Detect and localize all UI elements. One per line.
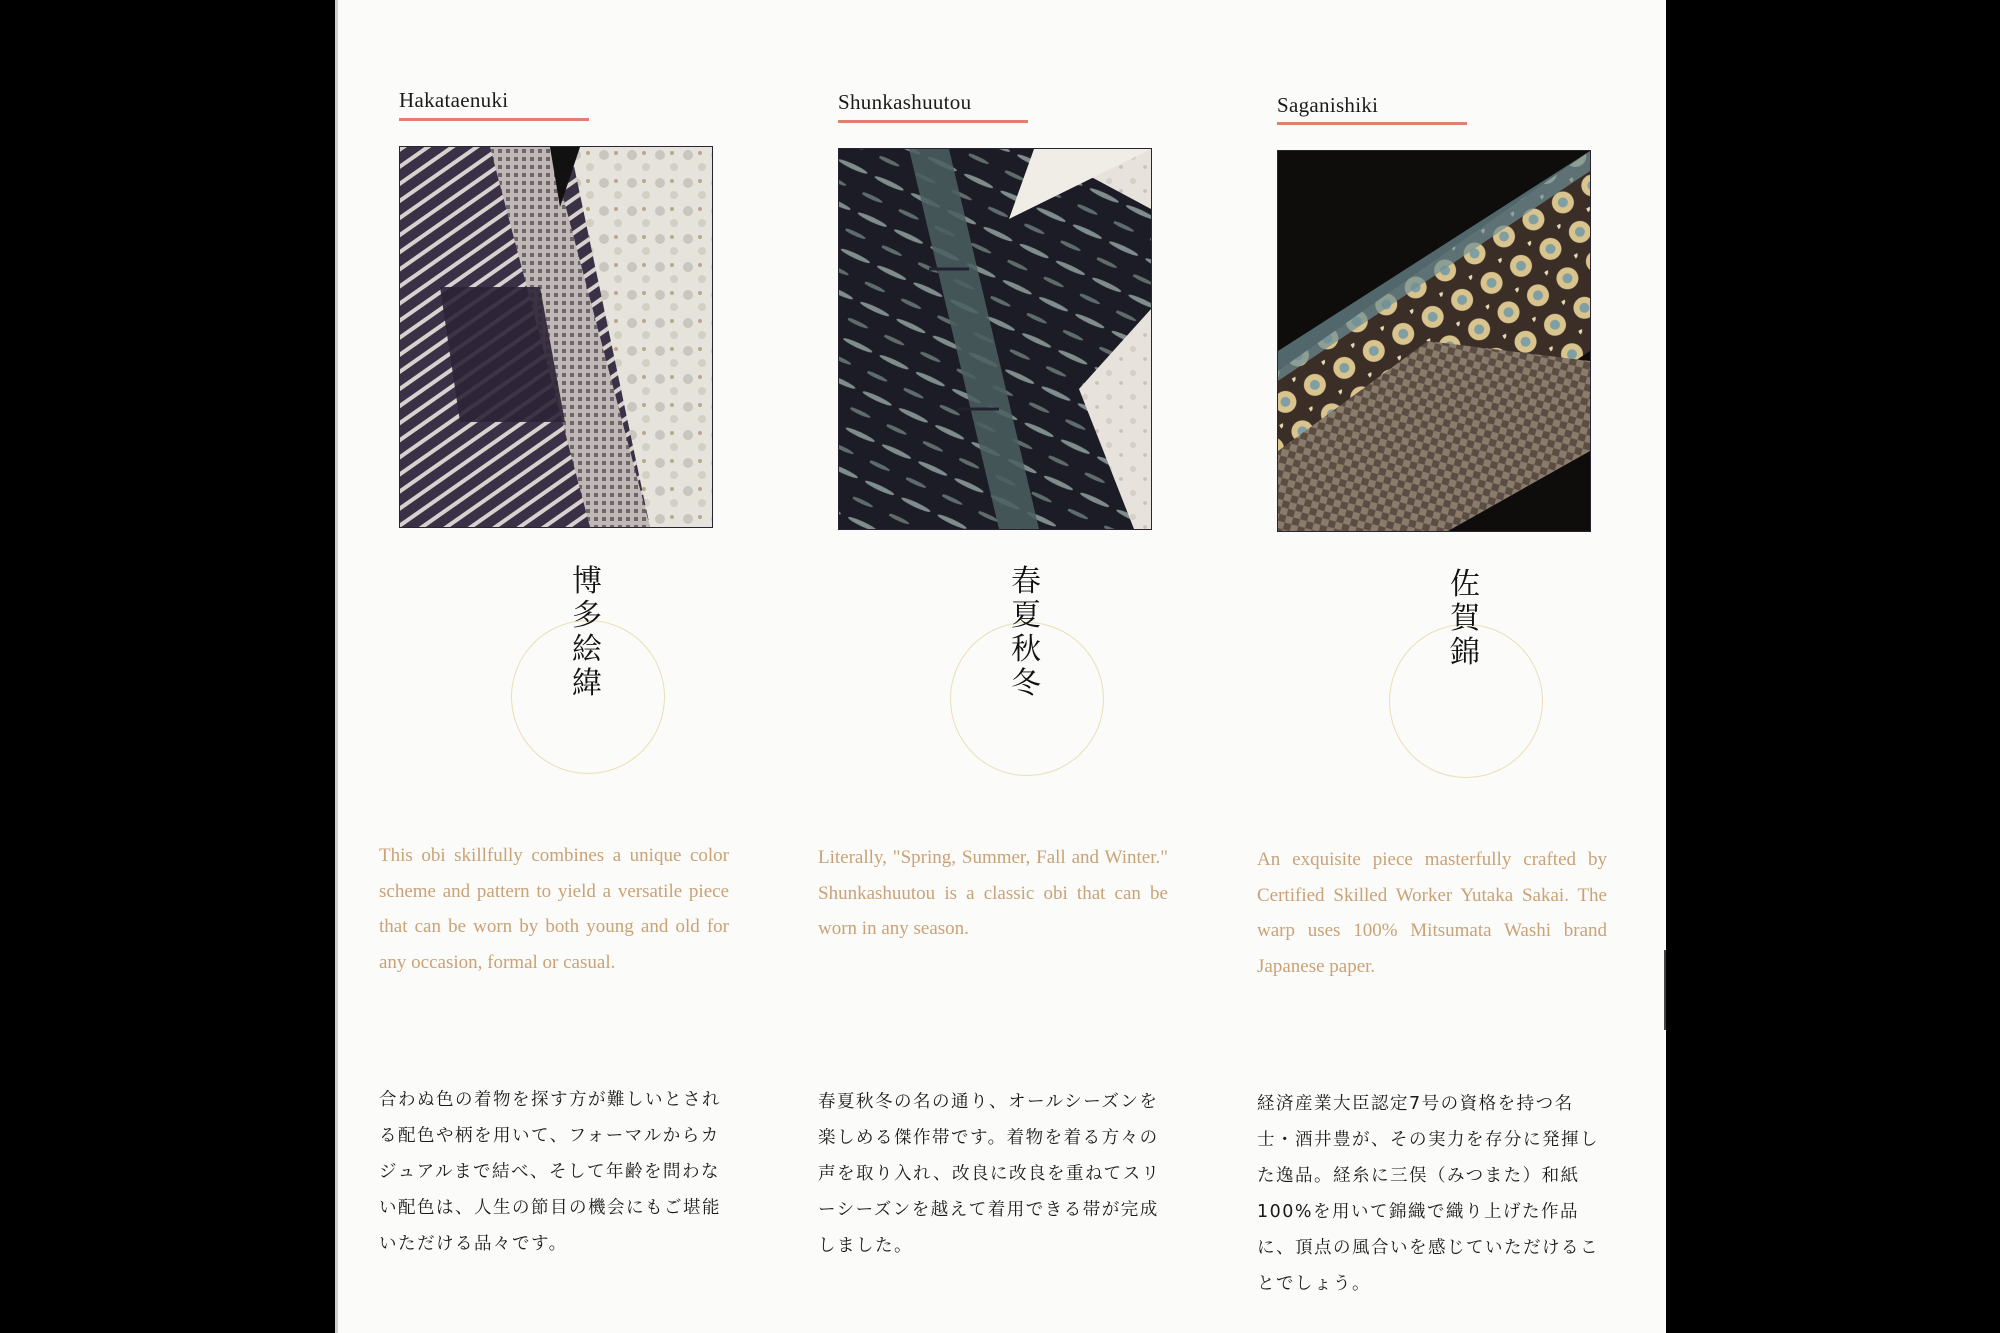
obi-column-shunkashuutou [808,0,1168,1333]
kanji-title: 博多絵緯 [572,564,602,701]
heading-underline [838,120,1028,123]
heading-underline [1277,122,1467,125]
obi-column-hakataenuki [369,0,729,1333]
page-right-mark [1664,950,1666,1030]
heading-underline [399,118,589,121]
english-description: An exquisite piece masterfully crafted by Certified Skilled Worker Yutaka Sakai. The warp uses 100% Mitsumata Washi brand Japanese paper. [1257,849,1607,977]
column-heading: Saganishiki [1277,93,1379,117]
column-heading: Shunkashuutou [838,90,972,114]
brochure-page [335,0,1666,1333]
page-edge [335,0,338,1333]
japanese-description: 合わぬ色の着物を探す方が難しいとされる配色や柄を用いて、フォーマルからカジュアルまで結べ、そして年齢を問わない配色は、人生の節目の機会にもご堪能いただける品々です。 [379,1090,721,1254]
obi-bamboo-pattern-photo [838,148,1152,530]
column-heading: Hakataenuki [399,88,509,112]
kanji-title: 春夏秋冬 [1011,564,1041,701]
obi-column-saganishiki [1247,0,1607,1333]
english-description: Literally, "Spring, Summer, Fall and Winter." Shunkashuutou is a classic obi that can be worn in any season. [818,847,1168,939]
obi-brocade-pattern-photo [1277,150,1591,532]
english-description: This obi skillfully combines a unique color scheme and pattern to yield a versatile piece that can be worn by both young and old for any occasion, formal or casual. [379,845,729,973]
japanese-description: 春夏秋冬の名の通り、オールシーズンを楽しめる傑作帯です。着物を着る方々の声を取り入れ、改良に改良を重ねてスリーシーズンを越えて着用できる帯が完成しました。 [818,1092,1161,1256]
kanji-title: 佐賀錦 [1450,567,1480,670]
japanese-description: 経済産業大臣認定7号の資格を持つ名士・酒井豊が、その実力を存分に発揮した逸品。経糸に三俣（みつまた）和紙 100%を用いて錦織で織り上げた作品に、頂点の風合いを感じていただけることでしょう。 [1257,1094,1599,1294]
obi-pine-pattern-photo [399,146,713,528]
